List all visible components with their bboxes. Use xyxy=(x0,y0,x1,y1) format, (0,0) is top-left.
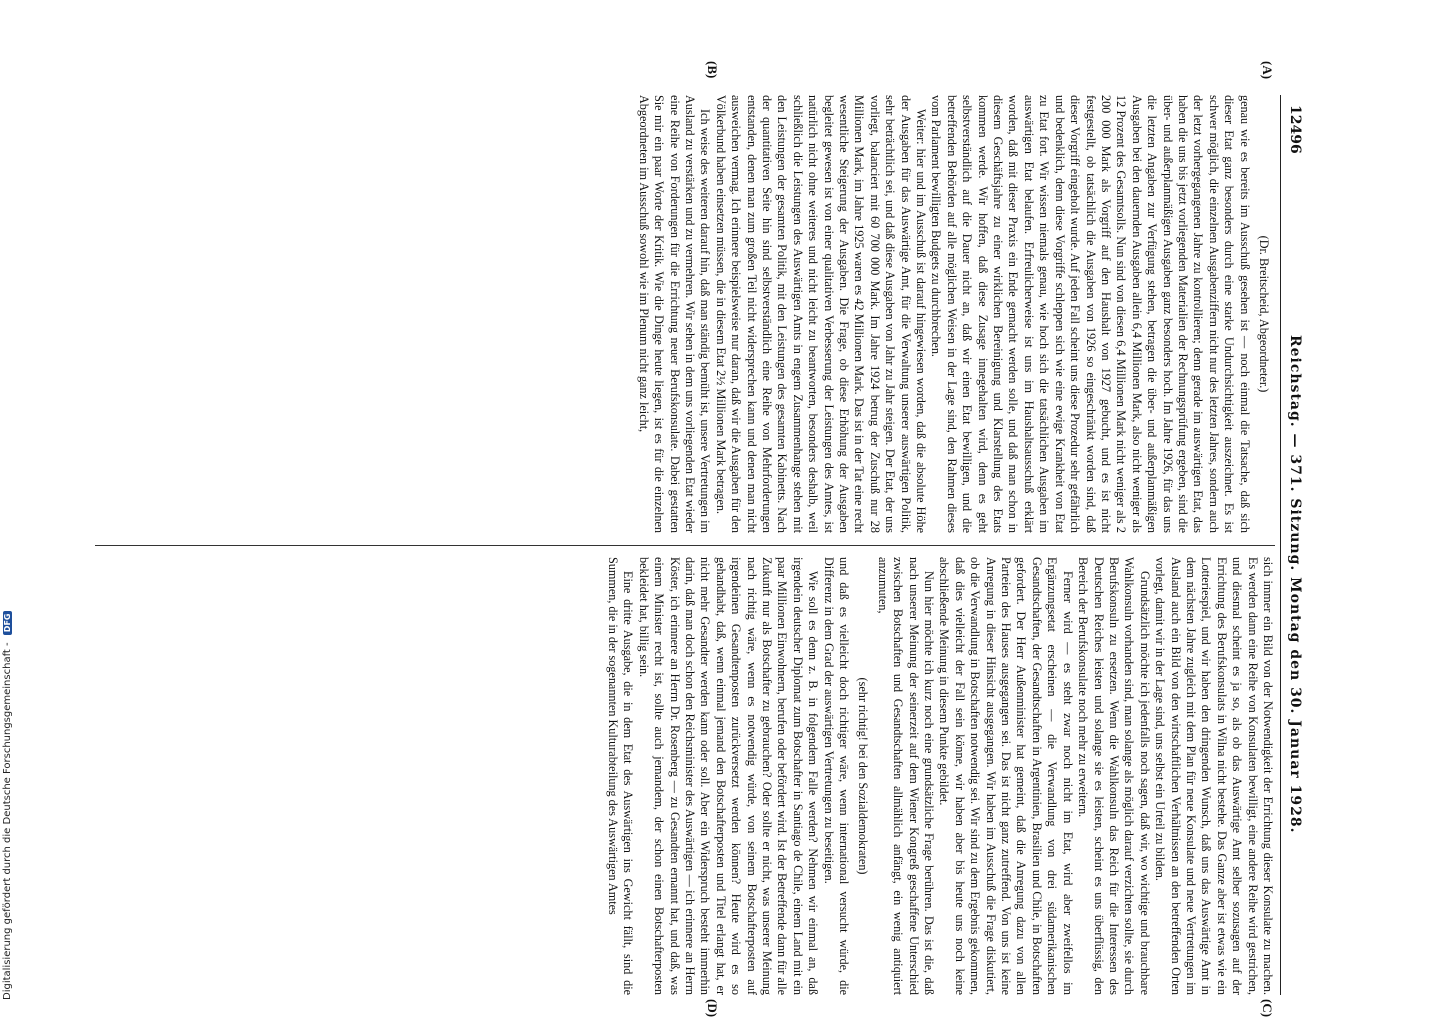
paragraph: Ich weise des weiteren darauf hin, daß man ständig bemüht ist, unsere Vertretungen im Ausland zu verstärken und zu vermehren. Wir sehen in dem uns vorliegenden Etat wieder eine Reihe von Forderungen für die Errichtung neuer Berufskonsulate. Dabei gestatten Sie mir ein paar Worte der Kritik. Wie die Dinge heute liegen, ist es für die einzelnen Abgeordneten im Ausschuß sowohl wie im Plenum nicht ganz leicht, xyxy=(636,95,713,533)
page-number: 12496 xyxy=(1287,105,1303,154)
speaker-line: (Dr. Breitscheid, Abgeordneter.) xyxy=(1257,235,1271,393)
right-column xyxy=(95,557,1275,995)
margin-mark-c: (C) xyxy=(1260,999,1275,1017)
paragraph: genau wie es bereits im Ausschuß gesehen ist — noch einmal die Tatsache, daß sich dieser Etat ganz besonders durch eine starke Undurchsichtigkeit auszeichnet. Es ist schwer möglich, die einzelnen Ausgabenziffern nicht nur des letzten Jahres, sondern auch der letzt vorhergegangenen Jahre zu kontrollieren; denn gerade im auswärtigen Etat, das haben die uns bis jetzt vorliegenden Materialien der Rechnungsprüfung ergeben, sind die über- und außerplanmäßigen Ausgaben ganz besonders hoch. Im Jahre 1926, für das uns die letzten Angaben zur Verfügung stehen, betragen die über- und außerplanmäßigen Ausgaben bei den dauernden Ausgaben allein 6,4 Millionen Mark, also nicht weniger als 12 Prozent des Gesamtsolls. Nun sind von diesen 6,4 Millionen Mark nicht weniger als 2 200 000 Mark als Vorgriff auf den Haushalt von 1927 gebucht, und es ist nicht festgestellt, ob tatsächlich die Ausgaben von 1926 so eingeschränkt worden sind, daß dieser Vorgriff eingeholt wurde. Auf jeden Fall scheint uns diese Prozedur sehr gefährlich und bedenklich, denn diese Vorgriffe schleppen sich wie eine ewige Krankheit von Etat zu Etat fort. Wir wissen niemals genau, wie hoch sich die tatsächlichen Ausgaben im auswärtigen Etat belaufen. Erfreulicherweise ist uns im Haushaltsausschuß erklärt worden, daß mit dieser Praxis ein Ende gemacht werden solle, und daß man schon in diesem Geschäftsjahre zu einer wirklichen Bereinigung und Klarstellung des Etats kommen werde. Wir hoffen, daß diese Zusage innegehalten wird, denn es geht selbstverständlich auf die Dauer nicht an, daß wir einen Etat bewilligen, und die betreffenden Behörden auf alle möglichen Weisen in der Lage sind, den Rahmen dieses vom Parlament bewilligten Budgets zu durchbrechen. xyxy=(929,95,1252,533)
paragraph: sich immer ein Bild von der Notwendigkeit der Errichtung dieser Konsulate zu machen. Es werden dann eine Reihe von Konsulaten bewilligt, eine andere Reihe wird gestrichen, und diesmal scheint es ja so, als ob das Auswärtige Amt selber sozusagen auf der Errichtung des Berufskonsulats in Wilna nicht bestehe. Das Ganze aber ist etwas wie ein Lotteriespiel, und wir haben den dringenden Wunsch, daß uns das Auswärtige Amt in dem nächsten Jahre zugleich mit dem Plan für neue Konsulate und neue Vertretungen im Ausland auch ein Bild von den wirtschaftlichen Verhältnissen an den betreffenden Orten vorlegt, damit wir in der Lage sind, uns selbst ein Urteil zu bilden. xyxy=(1153,557,1275,995)
paragraph: Weiter: hier und im Ausschuß ist darauf hingewiesen worden, daß die absolute Höhe der Ausgaben für das Auswärtige Amt, für die Verwaltung unserer auswärtigen Politik, sehr beträchtlich sei, und daß diese Ausgaben von Jahr zu Jahr steigen. Der Etat, der uns vorliegt, balanciert mit 60 700 000 Mark. Im Jahre 1924 betrug der Zuschuß nur 28 Millionen Mark, im Jahre 1925 waren es 42 Millionen Mark. Das ist in der Tat eine recht wesentliche Steigerung der Ausgaben. Die Frage, ob diese Erhöhung der Ausgaben begleitet gewesen ist von einer qualitativen Verbesserung der Leistungen des Amtes, ist natürlich nicht ohne weiteres und nicht leicht zu beantworten, besonders deshalb, weil schließlich die Leistungen des Auswärtigen Amts in engem Zusammenhange stehen mit den Leistungen der gesamten Politik, mit den Leistungen des gesamten Kabinetts. Nach der quantitativen Seite hin sind selbstverständlich eine Reihe von Mehrforderungen entstanden, denen man zum großen Teil nicht widersprechen kann und denen man nicht ausweichen vermag. Ich erinnere beispielsweise nur daran, daß wir die Ausgaben für den Völkerbund haben einsetzen müssen, die in diesem Etat 2½ Millionen Mark betragen. xyxy=(713,95,929,533)
paragraph: Wie soll es denn z. B. in folgendem Falle werden? Nehmen wir einmal an, daß irgendein deutscher Diplomat zum Botschafter in Santiago de Chile, einem Land mit ein paar Millionen Einwohnern, berufen oder befördert wird. Ist der Betreffende dann für alle Zukunft nur als Botschafter zu gebrauchen? Oder sollte er nicht, was unserer Meinung nach richtig wäre, wenn es notwendig würde, von seinem Botschafterposten auf irgendeinen Gesandtenposten zurückversetzt werden können? Heute wird es so gehandhabt, daß, wenn einmal jemand den Botschafterposten und Titel erlangt hat, er nicht mehr Gesandter werden kann oder soll. Aber ein Widerspruch besteht immerhin darin, daß man doch schon den Reichsminister des Auswärtigen — ich erinnere an Herrn Köster, ich erinnere an Herrn Dr. Rosenberg — zu Gesandten ernannt hat, und daß, was einem Minister recht ist, sollte auch jemandem, der schon einen Botschafterposten bekleidet hat, billig sein. xyxy=(636,557,821,995)
dfg-logo: DFG xyxy=(3,611,12,636)
paragraph: Eine dritte Ausgabe, die in dem Etat des Auswärtigen ins Gewicht fällt, sind die Summen, die in der sogenannten Kulturabteilung des Auswärtigen Amtes xyxy=(605,557,636,995)
interjection: (sehr richtig! bei den Sozialdemokraten) xyxy=(856,677,871,875)
margin-mark-a: (A) xyxy=(1260,61,1275,80)
page-header xyxy=(1279,95,1305,995)
margin-mark-b: (B) xyxy=(705,61,720,79)
paragraph: Grundsätzlich möchte ich jedenfalls noch sagen, daß wir, wo wichtige und brauchbare Wahlkonsuln vorhanden sind, man solange als möglich darauf verzichten sollte, sie durch Berufskonsuln zu ersetzen. Wenn die Wahlkonsuln das Reich für die Interessen des Deutschen Reiches leisten und solange sie es leisten, scheint es uns überflüssig, den Bereich der Berufskonsulate noch mehr zu erweitern. xyxy=(1076,557,1152,995)
header-rule xyxy=(1280,95,1281,995)
footer-text: Digitalisierung gefördert durch die Deutsche Forschungsgemeinschaft xyxy=(2,649,13,1000)
left-column xyxy=(95,95,1275,533)
paragraph: Nun hier möchte ich kurz noch eine grundsätzliche Frage berühren. Das ist die, daß nach unserer Meinung der seinerzeit auf dem Wiener Kongreß geschaffene Unterschied zwischen Botschaften und Gesandtschaften allmählich anfängt, ein wenig antiquiert anzumuten, xyxy=(875,557,937,995)
page-title: Reichstag. — 371. Sitzung. Montag den 30. Januar 1928. xyxy=(1287,335,1303,834)
page-scan xyxy=(90,61,1305,1017)
digitization-footer: Digitalisierung gefördert durch die Deutsche Forschungsgemeinschaft - DFG xyxy=(2,0,16,1000)
paragraph: und daß es vielleicht doch richtiger wäre, wenn international versucht würde, die Differenz in dem Grad der auswärtigen Vertretungen zu beseitigen. xyxy=(821,557,852,995)
column-divider xyxy=(95,545,1275,546)
margin-mark-d: (D) xyxy=(705,999,720,1017)
paragraph: Ferner wird — es steht zwar noch nicht im Etat, wird aber zweifellos im Ergänzungsetat erscheinen — die Verwandlung von drei südamerikanischen Gesandtschaften, der Gesandtschaften in Argentinien, Brasilien und Chile, in Botschaften gefordert. Der Herr Außenminister hat gemeint, daß die Anregung dazu von allen Parteien des Hauses ausgegangen sei. Das ist nicht ganz zutreffend. Von uns ist keine Anregung in dieser Hinsicht ausgegangen. Wir haben im Ausschuß die Frage diskutiert, ob die Verwandlung in Botschaften notwendig sei. Wir sind zu dem Ergebnis gekommen, daß dies vielleicht der Fall sein könne, wir haben aber bis heute uns noch keine abschließende Meinung in diesem Punkte gebildet. xyxy=(937,557,1075,995)
